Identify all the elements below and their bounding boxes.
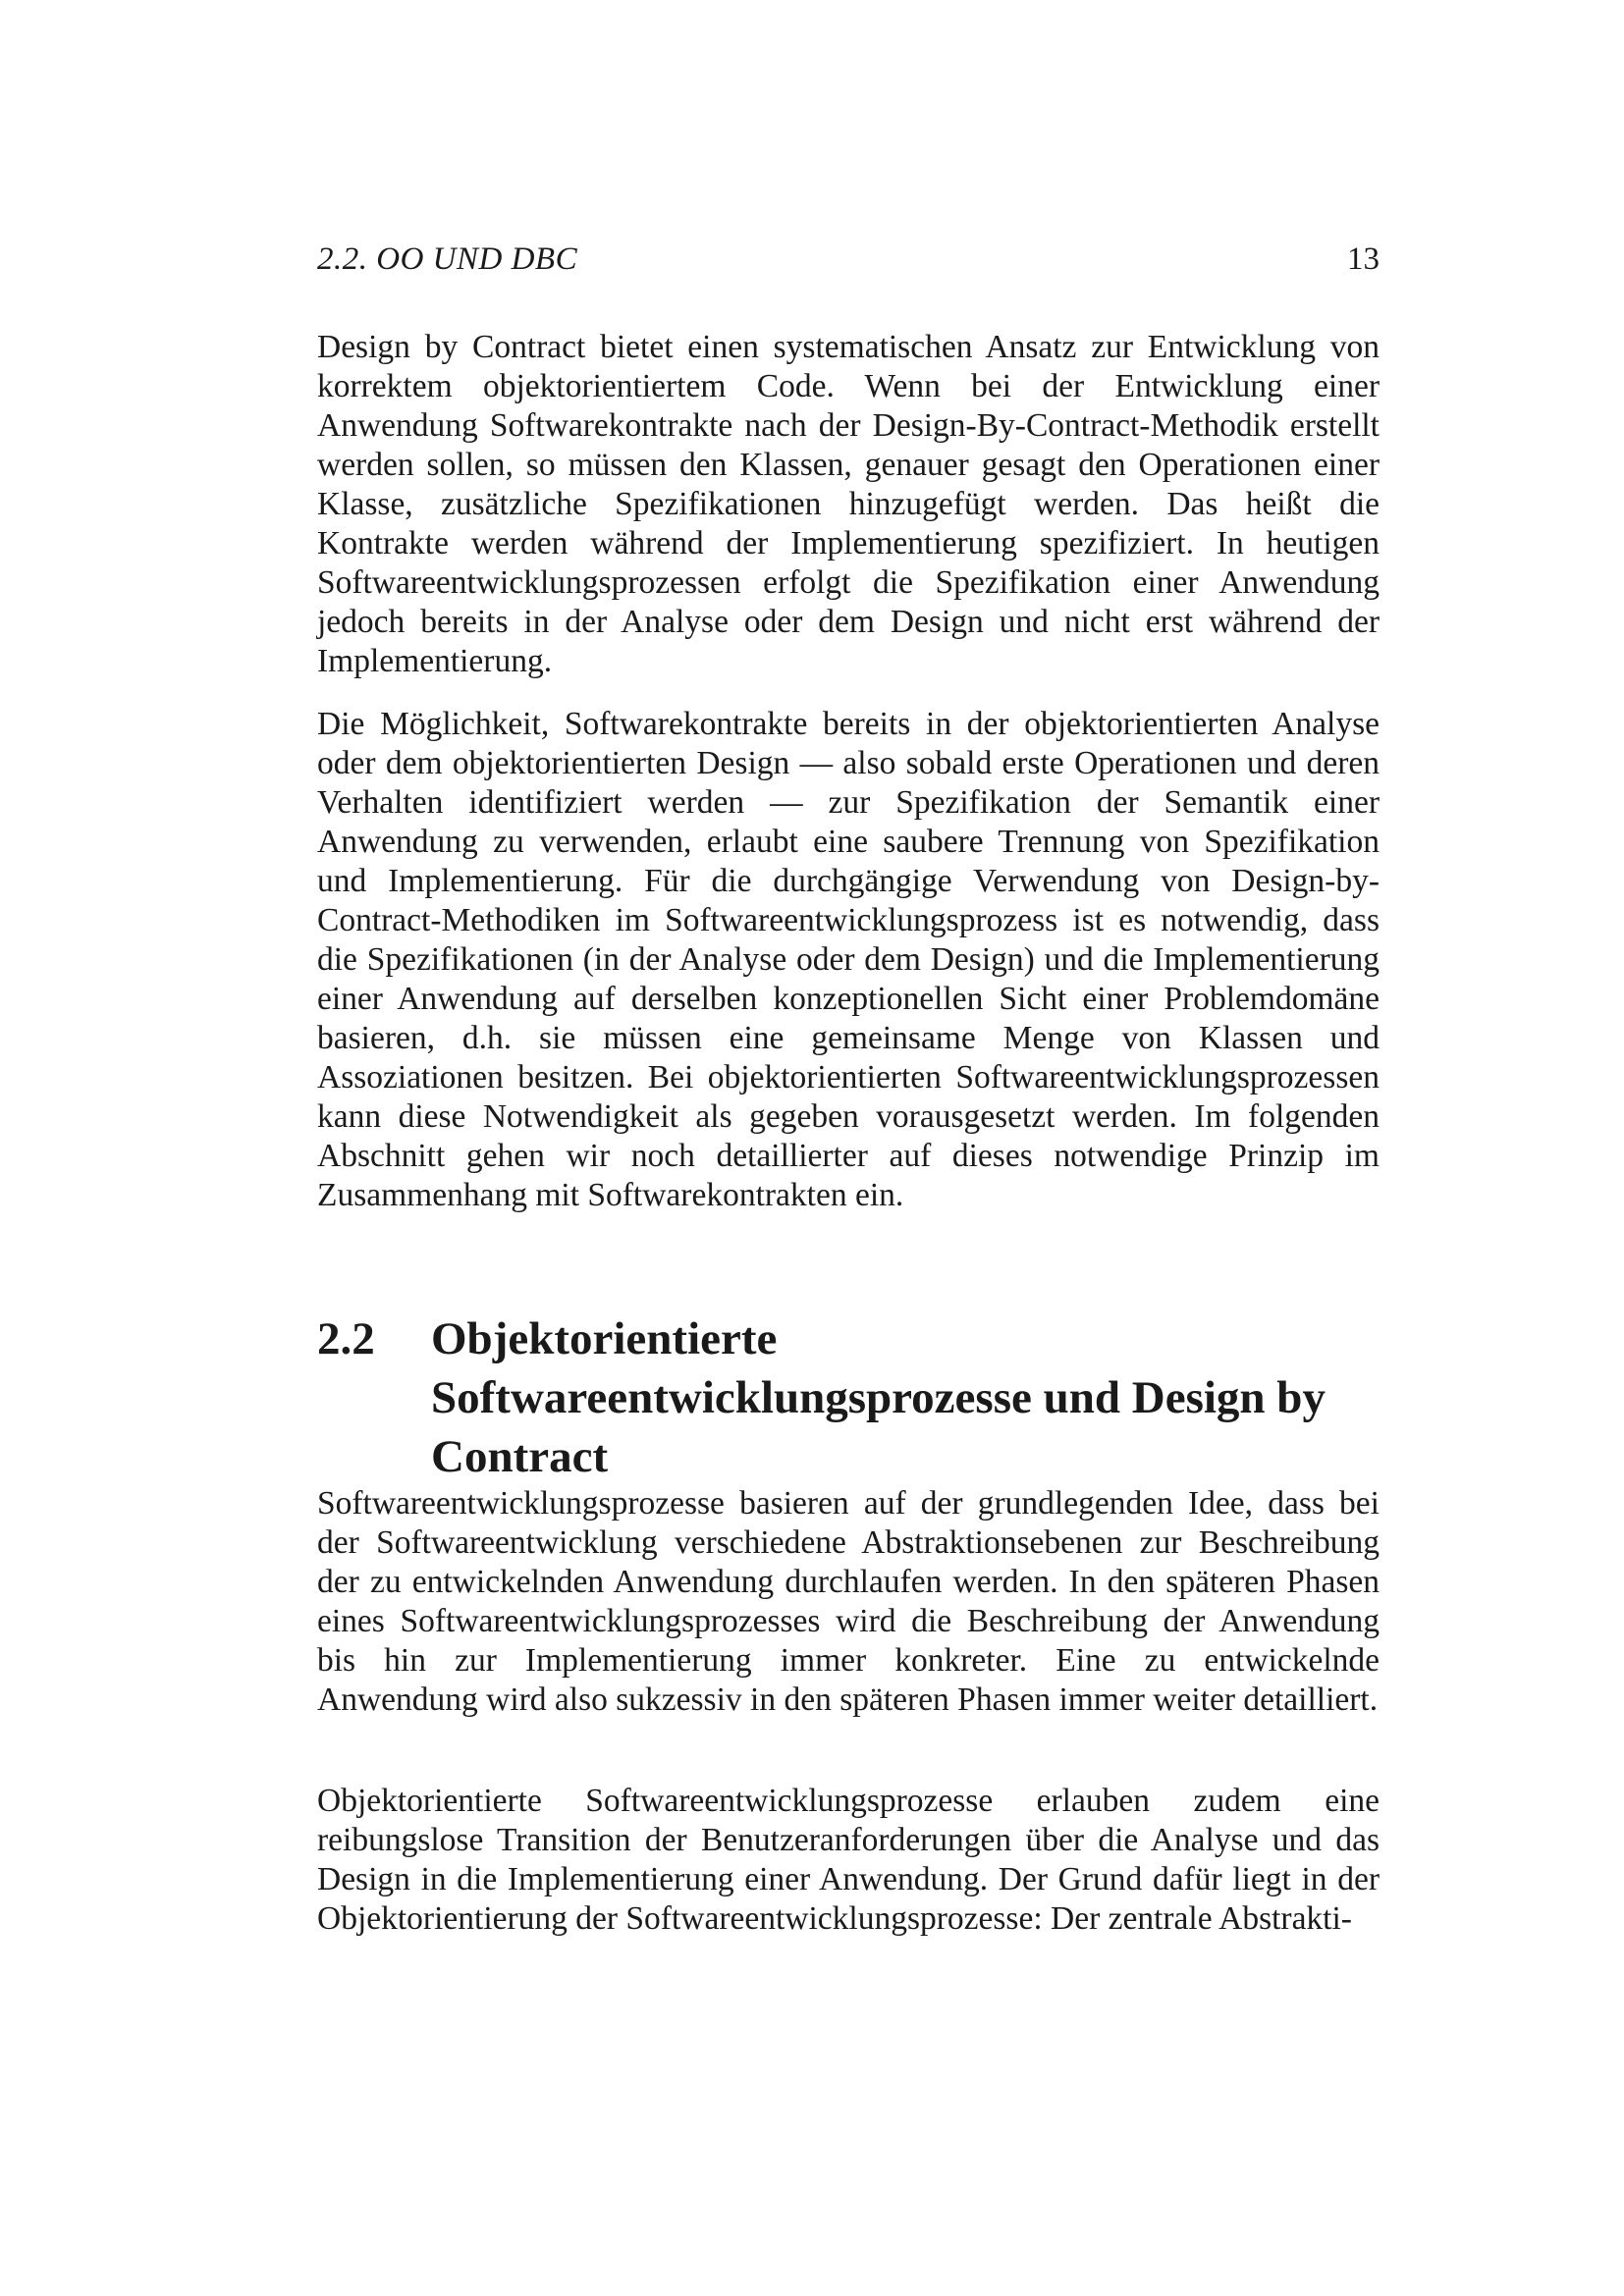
section-heading [317, 1309, 1387, 1486]
running-head [317, 238, 1380, 281]
section-number: 2.2 [317, 1313, 375, 1364]
section-title: Objektorientierte Softwareentwicklungsprozesse und Design by Contract [431, 1313, 1326, 1482]
paragraph-process-basics: Softwareentwicklungsprozesse basieren auf der grundlegenden Idee, dass bei der Softwareentwicklung verschiedene Abstraktionsebenen zur Beschreibung der zu entwickelnden Anwendung durchlaufen werden. In den späteren Phasen eines Softwareentwicklungsprozesses wird die Beschreibung der Anwendung bis hin zur Implementierung immer konkreter. Eine zu entwickelnde Anwendung wird also sukzessiv in den späteren Phasen immer weiter detailliert. [317, 1485, 1380, 1718]
running-head-section: 2.2. OO UND DBC [317, 241, 578, 277]
page-number: 13 [1347, 241, 1380, 277]
paragraph-dbc-intro: Design by Contract bietet einen systematischen Ansatz zur Entwicklung von korrektem objektorientiertem Code. Wenn bei der Entwicklung einer Anwendung Softwarekontrakte nach der Design-By-Contract-Methodik erstellt werden sollen, so müssen den Klassen, genauer gesagt den Operationen einer Klasse, zusätzliche Spezifikationen hinzugefügt werden. Das heißt die Kontrakte werden während der Implementierung spezifiziert. In heutigen Softwareentwicklungsprozessen erfolgt die Spezifikation einer Anwendung jedoch bereits in der Analyse oder dem Design und nicht erst während der Implementierung. [317, 329, 1380, 679]
paragraph-dbc-analysis: Die Möglichkeit, Softwarekontrakte bereits in der objektorientierten Analyse oder dem objektorientierten Design — also sobald erste Operationen und deren Verhalten identifiziert werden — zur Spezifikation der Semantik einer Anwendung zu verwenden, erlaubt eine saubere Trennung von Spezifikation und Implementierung. Für die durchgängige Verwendung von Design-by-Contract-Methodiken im Softwareentwicklungsprozess ist es notwendig, dass die Spezifikationen (in der Analyse oder dem Design) und die Implementierung einer Anwendung auf derselben konzeptionellen Sicht einer Problemdomäne basieren, d.h. sie müssen eine gemeinsame Menge von Klassen und Assoziationen besitzen. Bei objektorientierten Softwareentwicklungsprozessen kann diese Notwendigkeit als gegeben vorausgesetzt werden. Im folgenden Abschnitt gehen wir noch detaillierter auf dieses notwendige Prinzip im Zusammenhang mit Softwarekontrakten ein. [317, 706, 1380, 1213]
paragraph-oo-transition: Objektorientierte Softwareentwicklungsprozesse erlauben zudem eine reibungslose Transition der Benutzeranforderungen über die Analyse und das Design in die Implementierung einer Anwendung. Der Grund dafür liegt in der Objektorientierung der Softwareentwicklungsprozesse: Der zentrale Abstrakti- [317, 1783, 1380, 1937]
